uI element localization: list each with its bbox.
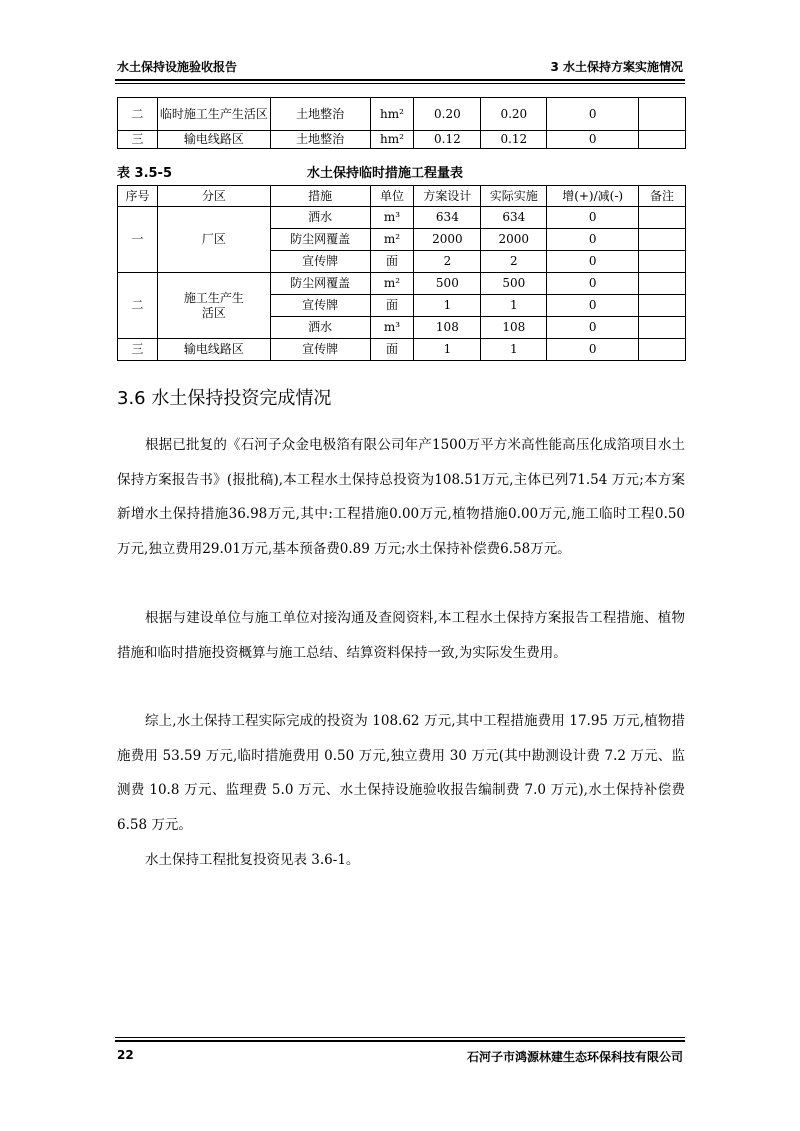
cell-change: 0 (547, 98, 639, 131)
cell-actual: 1 (481, 339, 547, 361)
cell-zone: 输电线路区 (157, 131, 270, 149)
cell-change: 0 (547, 131, 639, 149)
header-rule (115, 79, 685, 81)
table-row (118, 273, 686, 295)
cell-unit: 面 (370, 251, 414, 273)
cell-planned: 1 (414, 339, 481, 361)
cell-measure: 宣传牌 (270, 251, 370, 273)
cell-actual: 634 (481, 207, 547, 229)
cell-actual: 108 (481, 317, 547, 339)
cell-change: 0 (547, 273, 639, 295)
cell-planned: 2 (414, 251, 481, 273)
cell-measure: 防尘网覆盖 (270, 273, 370, 295)
cell-unit: m³ (370, 207, 414, 229)
table-row (118, 339, 686, 361)
cell-measure: 防尘网覆盖 (270, 229, 370, 251)
cell-planned: 2000 (414, 229, 481, 251)
cell-change: 0 (547, 251, 639, 273)
section-heading: 3.6 水土保持投资完成情况 (117, 388, 332, 409)
cell-measure: 土地整治 (270, 98, 370, 131)
cell-note (639, 98, 686, 131)
cell-note (639, 251, 686, 273)
table-row (118, 98, 686, 131)
cell-unit: m³ (370, 317, 414, 339)
header-unit: 单位 (370, 186, 414, 207)
cell-actual: 500 (481, 273, 547, 295)
cell-note (639, 273, 686, 295)
cell-planned: 1 (414, 295, 481, 317)
cell-no: 二 (118, 273, 158, 339)
header-rule-thin (115, 83, 685, 84)
cell-zone: 临时施工生产生活区 (157, 98, 270, 131)
cell-change: 0 (547, 295, 639, 317)
temporary-measures-table (117, 185, 686, 361)
header-measure: 措施 (270, 186, 370, 207)
paragraph-verification: 根据与建设单位与施工单位对接沟通及查阅资料,本工程水土保持方案报告工程措施、植物措施和临时措施投资概算与施工总结、结算资料保持一致,为实际发生费用。 (117, 610, 685, 661)
header-planned: 方案设计 (414, 186, 481, 207)
cell-change: 0 (547, 339, 639, 361)
table-caption-title: 水土保持临时措施工程量表 (307, 166, 464, 181)
header-report-title: 水土保持设施验收报告 (117, 60, 238, 74)
header-change: 增(+)/减(-) (547, 186, 639, 207)
cell-unit: m² (370, 273, 414, 295)
cell-unit: m² (370, 229, 414, 251)
paragraph-actual-investment: 综上,水土保持工程实际完成的投资为 108.62 万元,其中工程措施费用 17.95 万元,植物措施费用 53.59 万元,临时措施费用 0.50 万元,独立费用 30 万元(其中勘测设计费 7.2 万元、监测费 10.8 万元、监理费 5.0 万元、水土保持设施验收报告编制费 7.0 万元),水土保持补偿费 6.58 万元。 (117, 713, 685, 833)
cell-actual: 0.20 (481, 98, 547, 131)
cell-actual: 1 (481, 295, 547, 317)
page-footer (115, 1046, 685, 1066)
cell-no: 三 (118, 339, 158, 361)
cell-change: 0 (547, 229, 639, 251)
cell-measure: 洒水 (270, 207, 370, 229)
cell-unit: hm² (370, 98, 414, 131)
footer-rule-thin (115, 1037, 685, 1038)
header-zone: 分区 (157, 186, 270, 207)
cell-planned: 0.12 (414, 131, 481, 149)
cell-unit: hm² (370, 131, 414, 149)
cell-unit: 面 (370, 339, 414, 361)
cell-note (639, 229, 686, 251)
cell-no: 三 (118, 131, 158, 149)
cell-measure: 宣传牌 (270, 339, 370, 361)
cell-planned: 0.20 (414, 98, 481, 131)
continued-table (117, 97, 686, 149)
header-note: 备注 (639, 186, 686, 207)
header-no: 序号 (118, 186, 158, 207)
cell-actual: 2000 (481, 229, 547, 251)
cell-zone: 输电线路区 (157, 339, 270, 361)
cell-note (639, 207, 686, 229)
table-header-row (118, 186, 686, 207)
paragraph-table-reference: 水土保持工程批复投资见表 3.6-1。 (145, 852, 360, 868)
cell-actual: 0.12 (481, 131, 547, 149)
cell-measure: 土地整治 (270, 131, 370, 149)
page-number: 22 (117, 1048, 134, 1062)
paragraph-approved-investment: 根据已批复的《石河子众金电极箔有限公司年产1500万平方米高性能高压化成箔项目水土保持方案报告书》(报批稿),本工程水土保持总投资为108.51万元,主体已列71.54 万元;本方案新增水土保持措施36.98万元,其中:工程措施0.00万元,植物措施0.00万元,施工临时工程0.50 万元,独立费用29.01万元,基本预备费0.89 万元;水土保持补偿费6.58万元。 (117, 437, 685, 557)
table-row (118, 207, 686, 229)
header-chapter-title: 3 水土保持方案实施情况 (550, 60, 683, 74)
cell-measure: 宣传牌 (270, 295, 370, 317)
cell-no: 一 (118, 207, 158, 273)
cell-zone: 厂区 (157, 207, 270, 273)
cell-change: 0 (547, 317, 639, 339)
cell-planned: 108 (414, 317, 481, 339)
table-row (118, 131, 686, 149)
cell-measure: 洒水 (270, 317, 370, 339)
cell-change: 0 (547, 207, 639, 229)
footer-rule (115, 1040, 685, 1042)
cell-note (639, 295, 686, 317)
cell-actual: 2 (481, 251, 547, 273)
cell-note (639, 339, 686, 361)
header-actual: 实际实施 (481, 186, 547, 207)
cell-zone: 施工生产生活区 (157, 273, 270, 339)
table-caption-number: 表 3.5-5 (117, 166, 172, 181)
cell-note (639, 131, 686, 149)
cell-planned: 634 (414, 207, 481, 229)
cell-unit: 面 (370, 295, 414, 317)
page-header (115, 56, 685, 76)
cell-planned: 500 (414, 273, 481, 295)
table-caption (117, 162, 686, 180)
cell-note (639, 317, 686, 339)
footer-company: 石河子市鸿源林建生态环保科技有限公司 (466, 1050, 683, 1064)
cell-no: 二 (118, 98, 158, 131)
